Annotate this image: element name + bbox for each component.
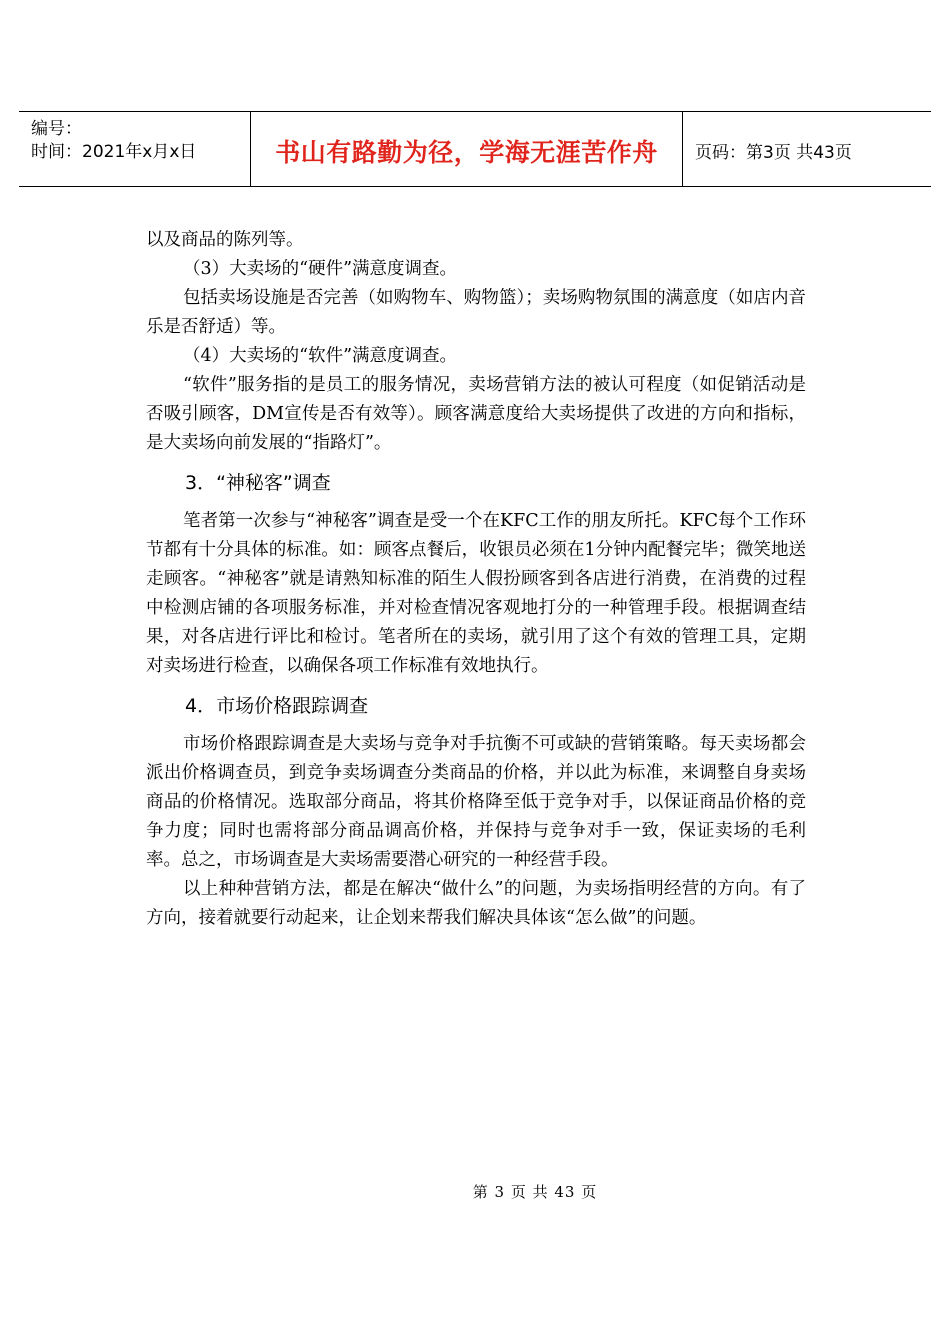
paragraph: 笔者第一次参与“神秘客”调查是受一个在KFC工作的朋友所托。KFC每个工作环节都有十分具体的标准。如：顾客点餐后，收银员必须在1分钟内配餐完毕；微笑地送走顾客。“神秘客”就是请熟知标准的陌生人假扮顾客到各店进行消费，在消费的过程中检测店铺的各项服务标准，并对检查情况客观地打分的一种管理手段。根据调查结果，对各店进行评比和检讨。笔者所在的卖场，就引用了这个有效的管理工具，定期对卖场进行检查，以确保各项工作标准有效地执行。 [146, 511, 806, 676]
header-meta-cell [19, 112, 251, 186]
paragraph: “软件”服务指的是员工的服务情况，卖场营销方法的被认可程度（如促销活动是否吸引顾客，DM宣传是否有效等）。顾客满意度给大卖场提供了改进的方向和指标，是大卖场向前发展的“指路灯”。 [146, 375, 806, 453]
paragraph: 包括卖场设施是否完善（如购物车、购物篮）；卖场购物氛围的满意度（如店内音乐是否舒适）等。 [146, 288, 806, 337]
page-footer: 第 3 页 共 43 页 [472, 1183, 598, 1201]
paragraph: （4）大卖场的“软件”满意度调查。 [183, 346, 458, 366]
paragraph: （3）大卖场的“硬件”满意度调查。 [183, 259, 458, 279]
paragraph: 以上种种营销方法，都是在解决“做什么”的问题，为卖场指明经营的方向。有了方向，接着就要行动起来，让企划来帮我们解决具体该“怎么做”的问题。 [146, 879, 806, 928]
header-page-cell [683, 112, 931, 186]
page-header [19, 111, 931, 187]
section-heading: 3．“神秘客”调查 [185, 472, 331, 494]
document-body [146, 226, 806, 933]
motto: 书山有路勤为径，学海无涯苦作舟 [275, 138, 658, 167]
page-label: 页码：第3页 共43页 [695, 142, 852, 163]
time-label: 时间：2021年x月x日 [31, 142, 197, 162]
number-label: 编号： [31, 119, 82, 139]
paragraph: 市场价格跟踪调查是大卖场与竞争对手抗衡不可或缺的营销策略。每天卖场都会派出价格调查员，到竞争卖场调查分类商品的价格，并以此为标准，来调整自身卖场商品的价格情况。选取部分商品，将其价格降至低于竞争对手，以保证商品价格的竞争力度；同时也需将部分商品调高价格，并保持与竞争对手一致，保证卖场的毛利率。总之，市场调查是大卖场需要潜心研究的一种经营手段。 [146, 734, 806, 870]
header-motto-cell [251, 112, 683, 186]
section-heading: 4．市场价格跟踪调查 [185, 695, 369, 717]
paragraph: 以及商品的陈列等。 [146, 230, 304, 250]
